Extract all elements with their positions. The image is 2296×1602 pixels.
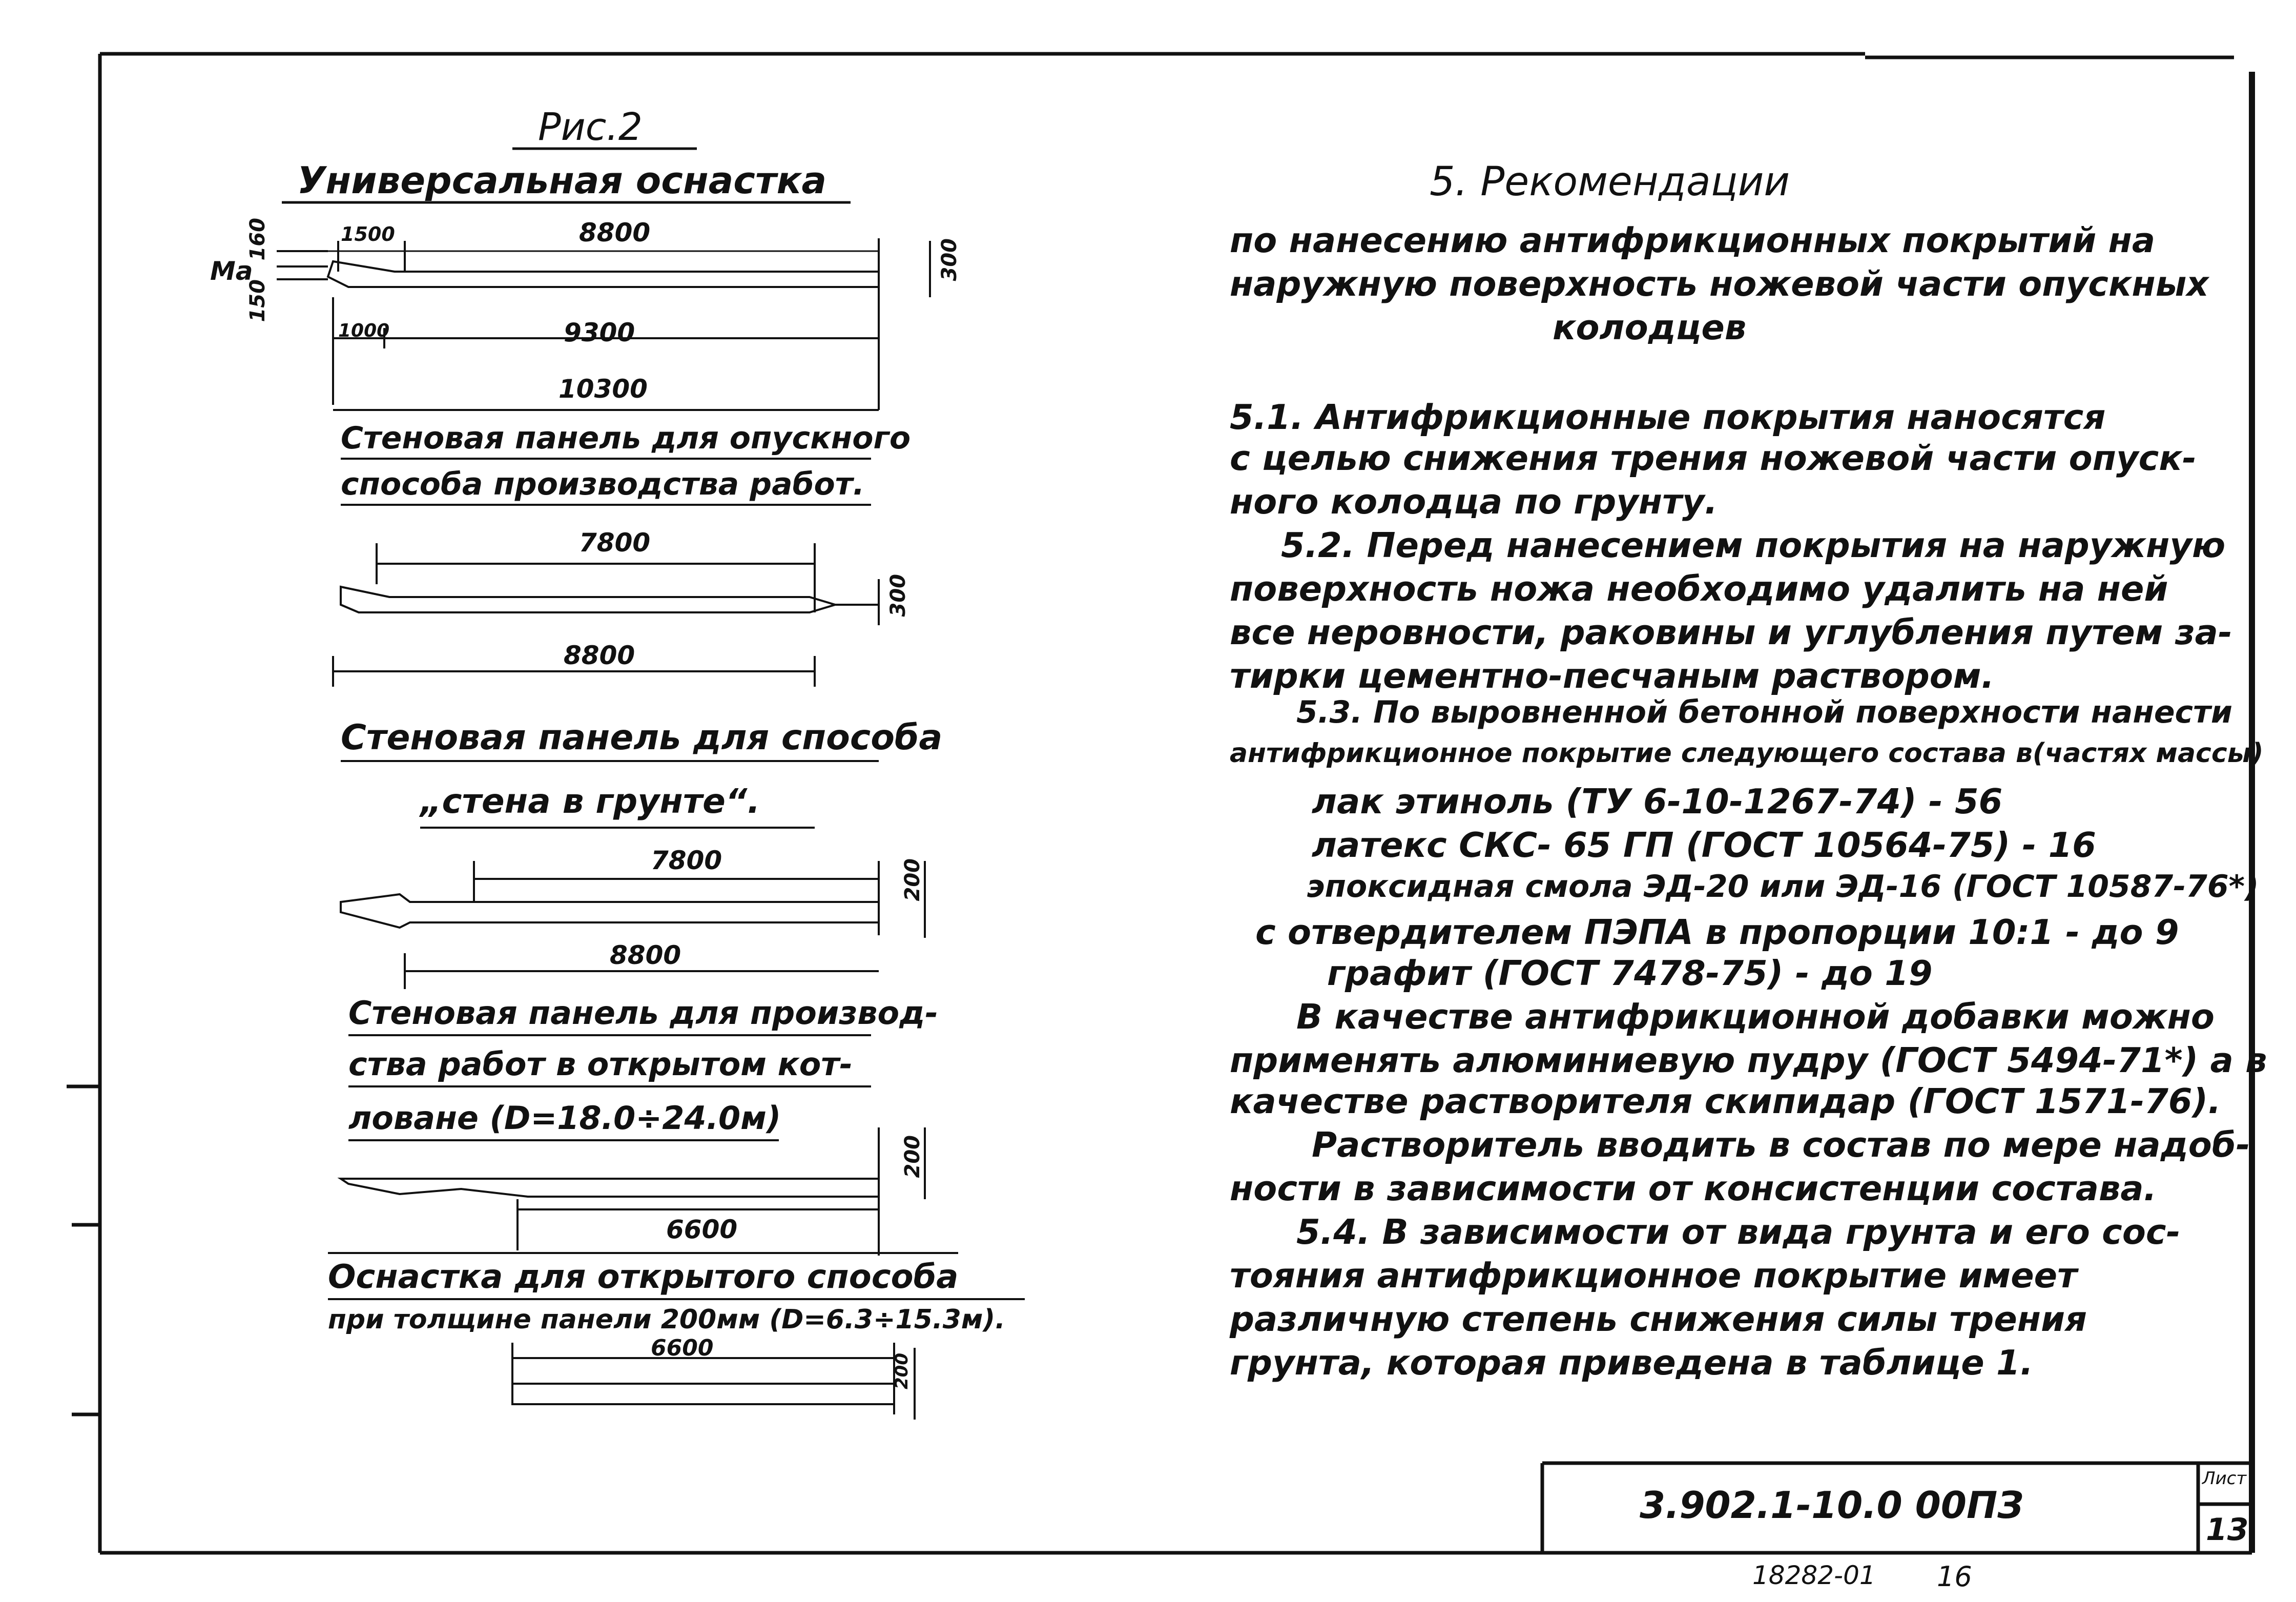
dim-label: 200	[901, 858, 924, 901]
paragraph-line: 5.2. Перед нанесением покрытия на наружную	[1281, 525, 2226, 565]
dim-label: 7800	[579, 528, 651, 558]
dim-label: 1500	[341, 223, 395, 245]
dim-label: 8800	[579, 218, 651, 248]
stamp-code: 3.902.1-10.0 00ПЗ	[1640, 1484, 2024, 1527]
dim-label: 9300	[564, 318, 635, 347]
dim-label: 300	[886, 574, 910, 617]
paragraph-line: В качестве антифрикционной добавки можно	[1296, 997, 2215, 1037]
section-subtitle-line: по нанесению антифрикционных покрытий на	[1230, 220, 2156, 260]
dim-label: 1000	[338, 320, 390, 341]
paragraph-line: лак этиноль (ТУ 6-10-1267-74) - 56	[1312, 782, 2003, 821]
panel-4-caption-line: при толщине панели 200мм (D=6.3÷15.3м).	[328, 1304, 1005, 1335]
panel-5-shape	[512, 1384, 894, 1404]
panel-1-shape	[328, 261, 879, 287]
paragraph-line: ности в зависимости от консистенции состава.	[1230, 1168, 2157, 1208]
figure-caption: Рис.2	[538, 105, 643, 149]
panel-2-caption-line: Стеновая панель для способа	[341, 717, 943, 758]
panel-4-shape	[341, 1179, 879, 1197]
paragraph-line: поверхность ножа необходимо удалить на ней	[1230, 569, 2168, 609]
panel-3-caption-line: ловане (D=18.0÷24.0м)	[348, 1099, 781, 1137]
dim-label: 6600	[651, 1335, 714, 1361]
dim-label: 8800	[610, 940, 681, 970]
stamp-sheet-number: 13	[2206, 1512, 2249, 1548]
footer-number: 18282-01	[1752, 1560, 1876, 1590]
dim-label: 150	[246, 279, 270, 322]
paragraph-line: ного колодца по грунту.	[1230, 482, 1718, 522]
footer-page: 16	[1937, 1560, 1972, 1593]
dim-label: 300	[938, 238, 961, 281]
paragraph-line: латекс СКС- 65 ГП (ГОСТ 10564-75) - 16	[1312, 825, 2096, 865]
paragraph-line: с целью снижения трения ножевой части опуск-	[1230, 438, 2197, 478]
paragraph-line: 5.4. В зависимости от вида грунта и его сос-	[1296, 1212, 2181, 1252]
paragraph-line: грунта, которая приведена в таблице 1.	[1230, 1343, 2034, 1383]
dim-label: 6600	[666, 1215, 738, 1244]
section-heading: 5. Рекомендации	[1430, 159, 1790, 205]
paragraph-line: качестве растворителя скипидар (ГОСТ 1571-76).	[1230, 1081, 2221, 1121]
panel-4-caption-line: Оснастка для открытого способа	[328, 1258, 959, 1296]
paragraph-line: 5.1. Антифрикционные покрытия наносятся	[1230, 397, 2106, 437]
stamp-sheet-label: Лист	[2202, 1468, 2247, 1489]
dim-label: 10300	[559, 374, 648, 404]
paragraph-line: с отвердителем ПЭПА в пропорции 10:1 - до 9	[1255, 912, 2179, 952]
panel-3-shape	[341, 894, 879, 928]
paragraph-line: различную степень снижения силы трения	[1230, 1299, 2087, 1339]
paragraph-line: графит (ГОСТ 7478-75) - до 19	[1327, 953, 1933, 993]
dim-label: 200	[901, 1135, 924, 1178]
dim-label: 8800	[564, 641, 635, 670]
dim-label: Ма	[210, 256, 253, 286]
paragraph-line: все неровности, раковины и углубления путем за-	[1230, 612, 2232, 652]
dim-label: 200	[892, 1353, 912, 1389]
section-subtitle-line: колодцев	[1553, 307, 1747, 347]
paragraph-line: Растворитель вводить в состав по мере надоб-	[1312, 1125, 2250, 1165]
panel-3-caption-line: ства работ в открытом кот-	[348, 1045, 853, 1083]
paragraph-line: применять алюминиевую пудру (ГОСТ 5494-71*) а в	[1230, 1040, 2267, 1080]
paragraph-line: 5.3. По выровненной бетонной поверхности нанести	[1296, 694, 2232, 730]
panel-1-caption-line: способа производства работ.	[341, 466, 865, 502]
paragraph-line: эпоксидная смола ЭД-20 или ЭД-16 (ГОСТ 10587-76*)	[1307, 869, 2259, 905]
panel-1-caption-line: Стеновая панель для опускного	[341, 420, 911, 456]
dim-label: 7800	[651, 846, 722, 875]
figure-title: Универсальная оснастка	[297, 159, 827, 202]
paragraph-line: тояния антифрикционное покрытие имеет	[1230, 1256, 2077, 1296]
panel-2-caption-line: „стена в грунте“.	[420, 782, 760, 821]
panel-2-shape	[341, 587, 835, 612]
paragraph-line: тирки цементно-песчаным раствором.	[1230, 656, 1995, 696]
section-subtitle-line: наружную поверхность ножевой части опускных	[1230, 264, 2209, 304]
panel-3-caption-line: Стеновая панель для производ-	[348, 994, 938, 1032]
paragraph-line: антифрикционное покрытие следующего состава в(частях массы)	[1230, 738, 2264, 769]
dim-label: 160	[246, 218, 270, 261]
